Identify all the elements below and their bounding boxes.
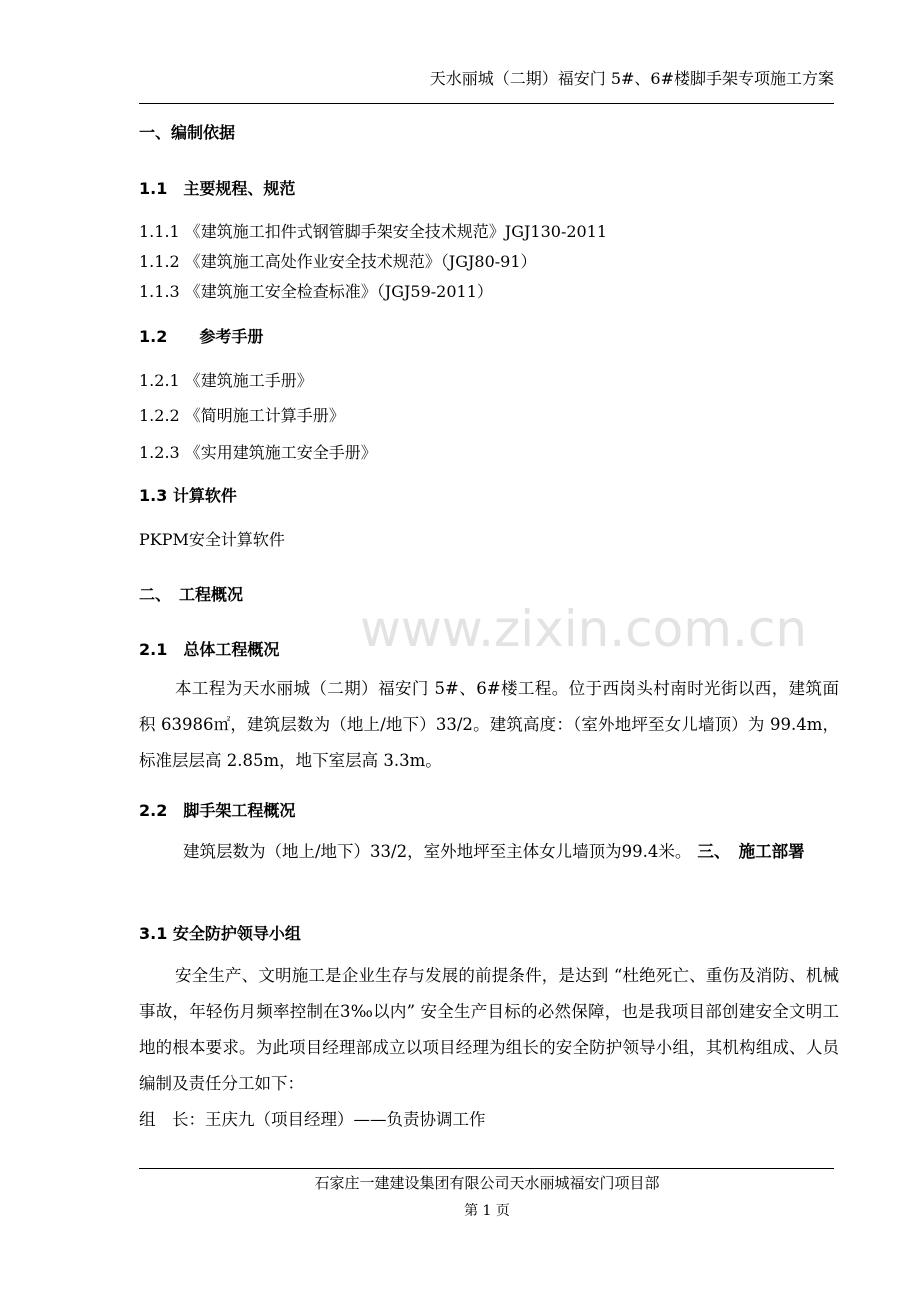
section-1-heading: 一、编制依据 <box>139 123 236 142</box>
section-1-2-heading: 1.2 参考手册 <box>139 327 264 346</box>
software-text: PKPM安全计算软件 <box>139 530 285 549</box>
overview-paragraph: 本工程为天水丽城（二期）福安门 5#、6#楼工程。位于西岗头村南时光街以西，建筑面积 63986㎡，建筑层数为（地上/地下）33/2。建筑高度：（室外地坪至女儿墙顶）为 99.4m，标准层层高 2.85m，地下室层高 3.3m。 <box>139 679 839 770</box>
scaffold-overview-text: 建筑层数为（地上/地下）33/2，室外地坪至主体女儿墙顶为99.4米。 <box>183 842 692 861</box>
footer-company: 石家庄一建建设集团有限公司天水丽城福安门项目部 <box>314 1174 660 1192</box>
list-item: 1.2.1 《建筑施工手册》 <box>139 371 313 390</box>
section-3-heading: 三、 施工部署 <box>697 842 805 861</box>
list-item: 1.1.1 《建筑施工扣件式钢管脚手架安全技术规范》JGJ130-2011 <box>139 222 608 241</box>
watermark: www.zixin.com.cn <box>360 600 808 658</box>
list-item: 1.1.2 《建筑施工高处作业安全技术规范》（JGJ80-91） <box>139 252 537 271</box>
section-2-1-heading: 2.1 总体工程概况 <box>139 640 280 659</box>
header-rule <box>139 103 834 104</box>
section-2-2-heading: 2.2 脚手架工程概况 <box>139 801 296 820</box>
page-number: 第 1 页 <box>464 1203 510 1219</box>
section-1-1-heading: 1.1 主要规程、规范 <box>139 179 296 198</box>
section-2-heading: 二、 工程概况 <box>139 585 244 604</box>
team-leader-line: 组 长：王庆九（项目经理）——负责协调工作 <box>139 1110 486 1129</box>
list-item: 1.2.3 《实用建筑施工安全手册》 <box>139 443 377 462</box>
page-header-title: 天水丽城（二期）福安门 5#、6#楼脚手架专项施工方案 <box>429 69 834 88</box>
section-1-3-heading: 1.3 计算软件 <box>139 486 237 505</box>
footer-rule <box>139 1168 834 1169</box>
list-item: 1.1.3 《建筑施工安全检查标准》（JGJ59-2011） <box>139 282 493 301</box>
list-item: 1.2.2 《简明施工计算手册》 <box>139 406 345 425</box>
safety-team-paragraph: 安全生产、文明施工是企业生存与发展的前提条件，是达到 “杜绝死亡、重伤及消防、机械事故，年轻伤月频率控制在3‰以内” 安全生产目标的必然保障，也是我项目部创建安全文明工地的根本要求。为此项目经理部成立以项目经理为组长的安全防护领导小组，其机构组成、人员编制及责任分工如下： <box>139 966 839 1093</box>
section-3-1-heading: 3.1 安全防护领导小组 <box>139 924 301 943</box>
scaffold-overview-paragraph <box>139 834 839 870</box>
